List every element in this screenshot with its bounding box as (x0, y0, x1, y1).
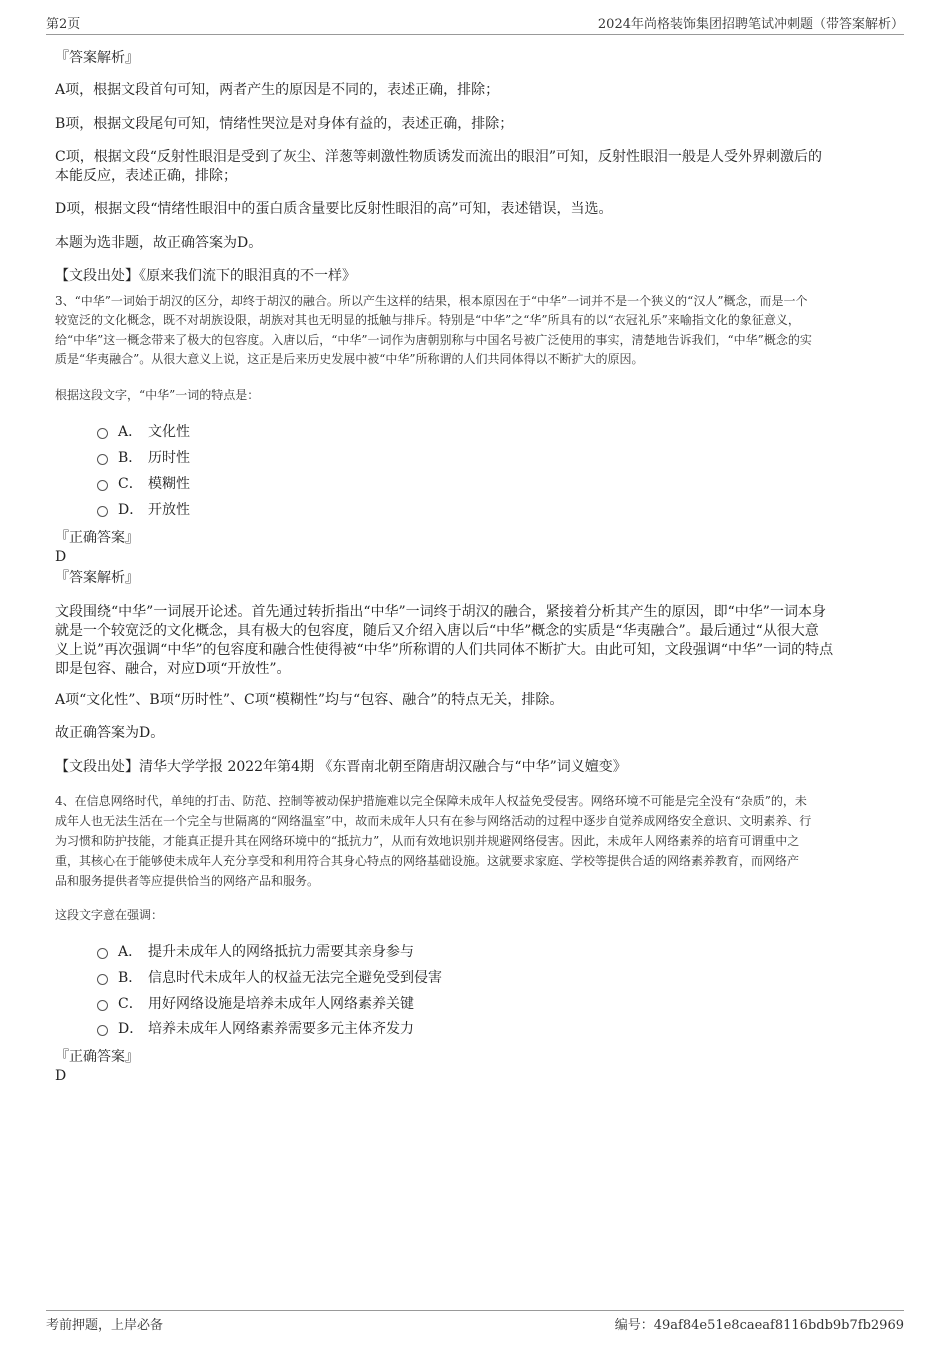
radio-icon[interactable] (97, 454, 108, 465)
q4-stem-line5: 品和服务提供者等应提供恰当的网络产品和服务。 (55, 874, 320, 888)
q2-conclusion: 本题为选非题，故正确答案为D。 (55, 235, 263, 251)
q4-option-b[interactable] (97, 968, 442, 988)
q4-question: 这段文字意在强调： (55, 908, 164, 922)
q2-analysis-c-line1: C项，根据文段“反射性眼泪是受到了灰尘、洋葱等刺激性物质诱发而流出的眼泪”可知，反射性眼泪一般是人受外界刺激后的 (55, 149, 823, 165)
q3-question: 根据这段文字，“中华”一词的特点是： (55, 388, 260, 402)
q3-option-c[interactable] (97, 474, 190, 494)
q3-stem-line1: 3、“中华”一词始于胡汉的区分，却终于胡汉的融合。所以产生这样的结果，根本原因在于“中华”一词并不是一个狭义的“汉人”概念，而是一个 (55, 294, 808, 308)
q3-source: 【文段出处】清华大学学报 2022年第4期 《东晋南北朝至隋唐胡汉融合与“中华”词义嬗变》 (55, 759, 627, 775)
option-text: 信息时代未成年人的权益无法完全避免受到侵害 (148, 970, 442, 986)
q4-option-c[interactable] (97, 994, 414, 1014)
q3-option-d[interactable] (97, 500, 190, 520)
q3-conclusion: 故正确答案为D。 (55, 725, 165, 741)
option-letter: D． (118, 1021, 144, 1037)
q3-analysis-line4: 即是包容、融合，对应D项“开放性”。 (55, 661, 291, 677)
radio-icon[interactable] (97, 480, 108, 491)
option-text: 用好网络设施是培养未成年人网络素养关键 (148, 996, 414, 1012)
page-header (46, 12, 904, 35)
q4-option-d[interactable] (97, 1019, 414, 1039)
q3-option-b[interactable] (97, 448, 190, 468)
q3-stem-line3: 给“中华”这一概念带来了极大的包容度。入唐以后，“中华”一词作为唐朝别称与中国名号被广泛使用的事实，清楚地告诉我们，“中华”概念的实 (55, 333, 812, 347)
q4-stem-line2: 成年人也无法生活在一个完全与世隔离的“网络温室”中，故而未成年人只有在参与网络活动的过程中逐步自觉养成网络安全意识、文明素养、行 (55, 814, 812, 828)
option-letter: A． (118, 944, 143, 960)
option-letter: D． (118, 502, 144, 518)
option-letter: B． (118, 970, 143, 986)
q2-analysis-label: 『答案解析』 (55, 50, 139, 66)
q3-analysis-label: 『答案解析』 (55, 570, 139, 586)
q3-stem-line2: 较宽泛的文化概念，既不对胡族设限，胡族对其也无明显的抵触与排斥。特别是“中华”之“华”所具有的以“衣冠礼乐”来喻指文化的象征意义， (55, 313, 800, 327)
radio-icon[interactable] (97, 1000, 108, 1011)
option-text: 开放性 (148, 502, 190, 518)
page-footer (46, 1310, 904, 1334)
radio-icon[interactable] (97, 428, 108, 439)
option-letter: C． (118, 996, 143, 1012)
q3-exclude: A项“文化性”、B项“历时性”、C项“模糊性”均与“包容、融合”的特点无关，排除。 (55, 692, 564, 708)
q4-stem-line4: 重，其核心在于能够使未成年人充分享受和利用符合其身心特点的网络基础设施。这就要求家庭、学校等提供合适的网络素养教育，而网络产 (55, 854, 800, 868)
footer-slogan: 考前押题，上岸必备 (46, 1318, 164, 1333)
q2-analysis-b: B项，根据文段尾句可知，情绪性哭泣是对身体有益的，表述正确，排除； (55, 116, 514, 132)
option-letter: B． (118, 450, 143, 466)
q2-analysis-c-line2: 本能反应，表述正确，排除； (55, 168, 237, 184)
q3-stem-line4: 质是“华夷融合”。从很大意义上说，这正是后来历史发展中被“中华”所称谓的人们共同体得以不断扩大的原因。 (55, 352, 644, 366)
option-text: 文化性 (148, 424, 190, 440)
q2-analysis-a: A项，根据文段首句可知，两者产生的原因是不同的，表述正确，排除； (55, 82, 500, 98)
document-title: 2024年尚格装饰集团招聘笔试冲刺题（带答案解析） (597, 17, 904, 32)
option-letter: A． (118, 424, 143, 440)
q3-analysis-line1: 文段围绕“中华”一词展开论述。首先通过转折指出“中华”一词终于胡汉的融合，紧接着分析其产生的原因，即“中华”一词本身 (55, 604, 826, 620)
q2-source: 【文段出处】《原来我们流下的眼泪真的不一样》 (55, 268, 356, 284)
radio-icon[interactable] (97, 974, 108, 985)
radio-icon[interactable] (97, 1025, 108, 1036)
q3-answer: D (55, 549, 67, 565)
q3-option-a[interactable] (97, 422, 190, 442)
radio-icon[interactable] (97, 948, 108, 959)
document-id: 编号：49af84e51e8caeaf8116bdb9b7fb2969 (614, 1318, 904, 1333)
q4-stem-line3: 为习惯和防护技能，才能真正提升其在网络环境中的“抵抗力”，从而有效地识别并规避网络侵害。因此，未成年人网络素养的培育可谓重中之 (55, 834, 800, 848)
option-text: 模糊性 (148, 476, 190, 492)
q3-analysis-line2: 就是一个较宽泛的文化概念，具有极大的包容度，随后又介绍入唐以后“中华”概念的实质是“华夷融合”。最后通过“从很大意 (55, 623, 819, 639)
q3-answer-label: 『正确答案』 (55, 530, 139, 546)
option-text: 提升未成年人的网络抵抗力需要其亲身参与 (148, 944, 414, 960)
q4-option-a[interactable] (97, 942, 414, 962)
option-text: 历时性 (148, 450, 190, 466)
page-number: 第2页 (46, 17, 81, 32)
option-letter: C． (118, 476, 143, 492)
q4-answer-label: 『正确答案』 (55, 1049, 139, 1065)
q3-analysis-line3: 义上说”再次强调“中华”的包容度和融合性使得被“中华”所称谓的人们共同体不断扩大。由此可知，文段强调“中华”一词的特点 (55, 642, 834, 658)
option-text: 培养未成年人网络素养需要多元主体齐发力 (148, 1021, 414, 1037)
q4-stem-line1: 4、在信息网络时代，单纯的打击、防范、控制等被动保护措施难以完全保障未成年人权益免受侵害。网络环境不可能是完全没有“杂质”的，未 (55, 794, 807, 808)
radio-icon[interactable] (97, 506, 108, 517)
q4-answer: D (55, 1068, 67, 1084)
q2-analysis-d: D项，根据文段“情绪性眼泪中的蛋白质含量要比反射性眼泪的高”可知，表述错误，当选。 (55, 201, 613, 217)
